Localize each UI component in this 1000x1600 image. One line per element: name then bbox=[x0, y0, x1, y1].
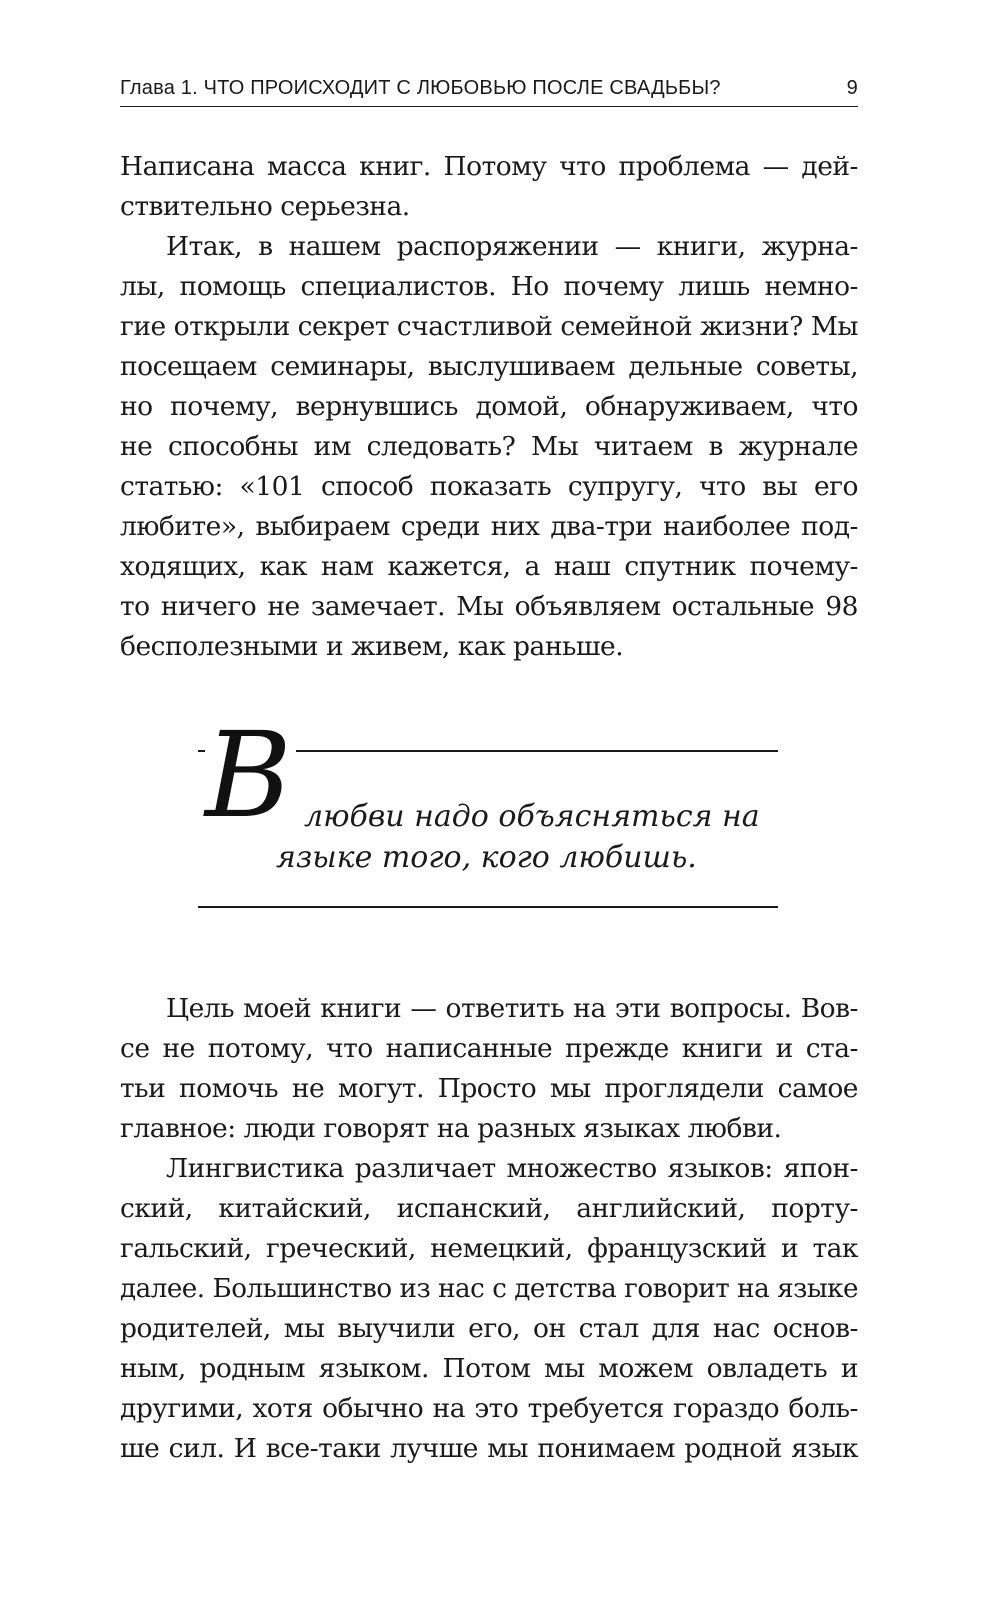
text-line: тьи помочь не могут. Просто мы проглядели самое bbox=[120, 1073, 858, 1104]
header-chapter bbox=[120, 76, 721, 100]
text-line: гальский, греческий, немецкий, французский и так bbox=[120, 1233, 858, 1264]
pull-quote-line: любви надо объясняться на bbox=[304, 799, 760, 834]
text-line: се не потому, что написанные прежде книги и ста- bbox=[120, 1033, 858, 1064]
text-line: главное: люди говорят на разных языках любви. bbox=[120, 1113, 782, 1144]
text-line: любите», выбираем среди них два-три наиболее под- bbox=[120, 511, 858, 542]
text-line: не способны им следовать? Мы читаем в журнале bbox=[120, 431, 858, 462]
text-line: ше сил. И все-таки лучше мы понимаем родной язык bbox=[120, 1433, 858, 1464]
text-line: Итак, в нашем распоряжении — книги, журна- bbox=[166, 231, 858, 262]
text-line: ствительно серьезна. bbox=[120, 191, 410, 222]
text-block-bottom bbox=[120, 989, 858, 1469]
text-line: бесполезными и живем, как раньше. bbox=[120, 631, 624, 662]
text-line: лы, помощь специалистов. Но почему лишь немно- bbox=[120, 271, 858, 302]
pull-quote-dropcap: В bbox=[205, 716, 296, 834]
text-line: другими, хотя обычно на это требуется гораздо боль- bbox=[120, 1393, 858, 1424]
text-line: гие открыли секрет счастливой семейной жизни? Мы bbox=[120, 311, 858, 342]
pull-quote-bottom-rule bbox=[198, 906, 778, 908]
header-rule bbox=[120, 106, 858, 107]
chapter-label: Глава 1. bbox=[120, 77, 198, 99]
text-line: Лингвистика различает множество языков: япон- bbox=[166, 1153, 858, 1184]
pull-quote-line: языке того, кого любишь. bbox=[276, 840, 697, 875]
text-line: то ничего не замечает. Мы объявляем остальные 98 bbox=[120, 591, 858, 622]
running-header bbox=[120, 76, 858, 100]
page-number: 9 bbox=[846, 77, 858, 99]
text-line: ский, китайский, испанский, английский, порту- bbox=[120, 1193, 858, 1224]
chapter-title: ЧТО ПРОИСХОДИТ С ЛЮБОВЬЮ ПОСЛЕ СВАДЬБЫ? bbox=[203, 77, 721, 99]
text-line: Цель моей книги — ответить на эти вопросы. Вов- bbox=[166, 993, 858, 1024]
text-line: посещаем семинары, выслушиваем дельные советы, bbox=[120, 351, 858, 382]
text-line: далее. Большинство из нас с детства говорит на языке bbox=[120, 1274, 858, 1304]
text-block-top bbox=[120, 147, 858, 667]
text-line: Написана масса книг. Потому что проблема — дей- bbox=[120, 151, 858, 182]
text-line: ходящих, как нам кажется, а наш спутник почему- bbox=[120, 551, 858, 582]
text-line: родителей, мы выучили его, он стал для нас основ- bbox=[120, 1313, 858, 1344]
text-line: ным, родным языком. Потом мы можем овладеть и bbox=[120, 1353, 858, 1384]
text-line: но почему, вернувшись домой, обнаруживаем, что bbox=[120, 391, 858, 422]
text-line: статью: «101 способ показать супругу, что вы его bbox=[120, 471, 858, 502]
